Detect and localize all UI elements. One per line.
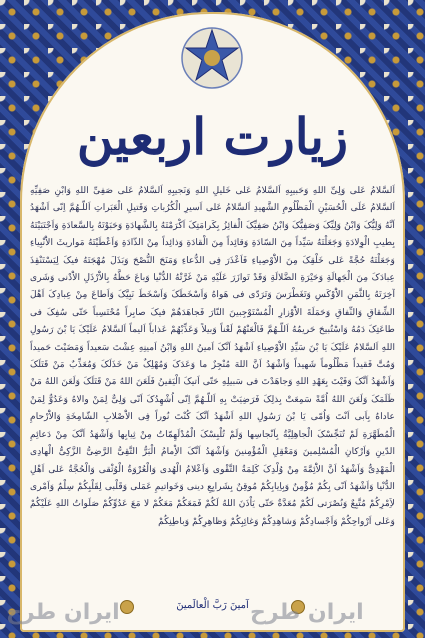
- watermark-right: ایران طرح: [250, 600, 364, 625]
- page-title: زیارت اربعین: [76, 107, 349, 166]
- closing-text: آمینَ رَبَّ الْعالَمینَ: [176, 600, 249, 611]
- watermark-left: ایران طرح: [6, 600, 120, 625]
- star-medallion-icon: [180, 26, 244, 90]
- ziyarat-paragraph: اَلسَّلامُ عَلی وَلِیِّ اللهِ وَحَبیبِهِ اَلسَّلامُ عَلی خَلیلِ اللهِ وَنَجیبِهِ اَلسَّلامُ عَلی صَفِیِّ اللهِ وَابْنِ صَفِیِّهِ اَلسَّلامُ عَلَی الْحُسَیْنِ الْمَظْلُومِ الشَّهیدِ اَلسَّلامُ عَلی اَسیرِ الْکُرُباتِ وَقَتیلِ الْعَبَراتِ اَللّـهُمَّ اِنّی اَشْهَدُ اَنَّهُ وَلِیُّکَ وَابْنُ وَلِیِّکَ وَصَفِیُّکَ وَابْنُ صَفِیِّکَ الْفائِزُ بِکَرامَتِکَ اَکْرَمْتَهُ بِالشَّهادَةِ وَحَبَوْتَهُ بِالسَّعادَةِ وَاَجْتَبَیْتَهُ بِطیبِ الْوِلادَةِ وَجَعَلْتَهُ سَیِّداً مِنَ السّادَةِ وَقائِداً مِنَ الْقادَةِ وَذائِداً مِنْ الذّادَةِ وَاَعْطَیْتَهُ مَواریثَ الاَْنْبِیاءِ وَجَعَلْتَهُ حُجَّةً عَلی خَلْقِکَ مِنَ الاَْوْصِیاءِ فَاَعْذَرَ فِی الدُّعاءِ وَمَنَحَ النُّصْحَ وَبَذَلَ مُهْجَتَهُ فیکَ لِیَسْتَنْقِذَ عِبادَکَ مِنَ الْجَهالَةِ وَحَیْرَةِ الضَّلالَةِ وَقَدْ تَوازَرَ عَلَیْهِ مَنْ غَرَّتْهُ الدُّنْیا وَباعَ حَظَّهُ بِالاَْرْذَلِ الاَْدْنی وَشَری آخِرَتَهُ بِالثَّمَنِ الاَْوْکَسِ وَتَغَطْرَسَ وَتَرَدّی فی هَواهُ وَاَسْخَطَکَ وَاَسْخَطَ نَبِیَّکَ وَاَطاعَ مِنْ عِبادِکَ اَهْلَ الشِّقاقِ وَالنِّفاقِ وَحَمَلَةَ الاَْوْزارِ الْمُسْتَوْجِبینَ النّارَ فَجاهَدَهُمْ فیکَ صابِراً مُحْتَسِباً حَتّی سُفِکَ فی طاعَتِکَ دَمُهُ وَاسْتُبیحَ حَریمُهُ اَللّـهُمَّ فَالْعَنْهُمْ لَعْناً وَبیلاً وَعَذِّبْهُمْ عَذاباً اَلیماً اَلسَّلامُ عَلَیْکَ یَا بْنَ رَسُولِ اللهِ اَلسَّلامُ عَلَیْکَ یَا بْنَ سَیِّدِ الاَْوْصِیاءِ اَشْهَدُ اَنَّکَ اَمینُ اللهِ وَابْنُ اَمینِهِ عِشْتَ سَعیداً وَمَضَیْتَ حَمیداً وَمُتَّ فَقیداً مَظْلُوماً شَهیداً وَاَشْهَدُ اَنَّ اللهَ مُنْجِزٌ ما وَعَدَکَ وَمُهْلِکٌ مَنْ خَذَلَکَ وَمُعَذِّبٌ مَنْ قَتَلَکَ وَاَشْهَدُ اَنَّکَ وَفَیْتَ بِعَهْدِ اللهِ وَجاهَدْتَ فی سَبیلِهِ حَتّی اَتیکَ الْیَقینُ فَلَعَنَ اللهُ مَنْ قَتَلَکَ وَلَعَنَ اللهُ مَنْ ظَلَمَکَ وَلَعَنَ اللهُ اُمَّةً سَمِعَتْ بِذلِکَ فَرَضِیَتْ بِهِ اَللّـهُمَّ اِنّی اُشْهِدُکَ اَنّی وَلِیٌّ لِمَنْ والاهُ وَعَدُوٌّ لِمَنْ عاداهُ بِاَبی اَنْتَ وَاُمّی یَا بْنَ رَسُولِ اللهِ اَشْهَدُ اَنَّکَ کُنْتَ نُوراً فِی الاَْصْلابِ الشّامِخَةِ وَالاَْرْحامِ الْمُطَهَّرَةِ لَمْ تُنَجِّسْکَ الْجاهِلِیَّةُ بِاَنْجاسِها وَلَمْ تُلْبِسْکَ الْمُدْلَهِمّاتُ مِنْ ثِیابِها وَاَشْهَدُ اَنَّکَ مِنْ دَعائِمِ الدّینِ وَاَرْکانِ الْمُسْلِمینَ وَمَعْقِلِ الْمُؤْمِنینَ وَاَشْهَدُ اَنَّکَ الاِْمامُ الْبَرُّ التَّقِیُّ الرَّضِیُّ الزَّکِیُّ الْهادِی الْمَهْدِیُّ وَاَشْهَدُ اَنَّ الاَْئِمَّةَ مِنْ وُلْدِکَ کَلِمَةُ التَّقْوی وَاَعْلامُ الْهُدی وَالْعُرْوَةُ الْوُثْقی وَالْحُجَّةُ عَلی اَهْلِ الدُّنْیا وَاَشْهَدُ اَنّی بِکُمْ مُؤْمِنٌ وَبِاِیابِکُمْ مُوقِنٌ بِشَرایِعِ دینی وَخَواتیمِ عَمَلی وَقَلْبی لِقَلْبِکُمْ سِلْمٌ وَاَمْری لاَِمْرِکُمْ مُتَّبِعٌ وَنُصْرَتی لَکُمْ مُعَدَّةٌ حَتّی یَاْذَنَ اللهُ لَکُمْ فَمَعَکُمْ مَعَکُمْ لا مَعَ عَدُوِّکُمْ صَلَواتُ اللهِ عَلَیْکُمْ وَعَلی اَرْواحِکُمْ وَاَجْسادِکُمْ وَشاهِدِکُمْ وَغائِبِکُمْ وَظاهِرِکُمْ وَباطِنِکُمْ: [30, 185, 395, 527]
- ziyarat-text: [30, 182, 395, 594]
- ornament-dot-icon: [120, 600, 134, 614]
